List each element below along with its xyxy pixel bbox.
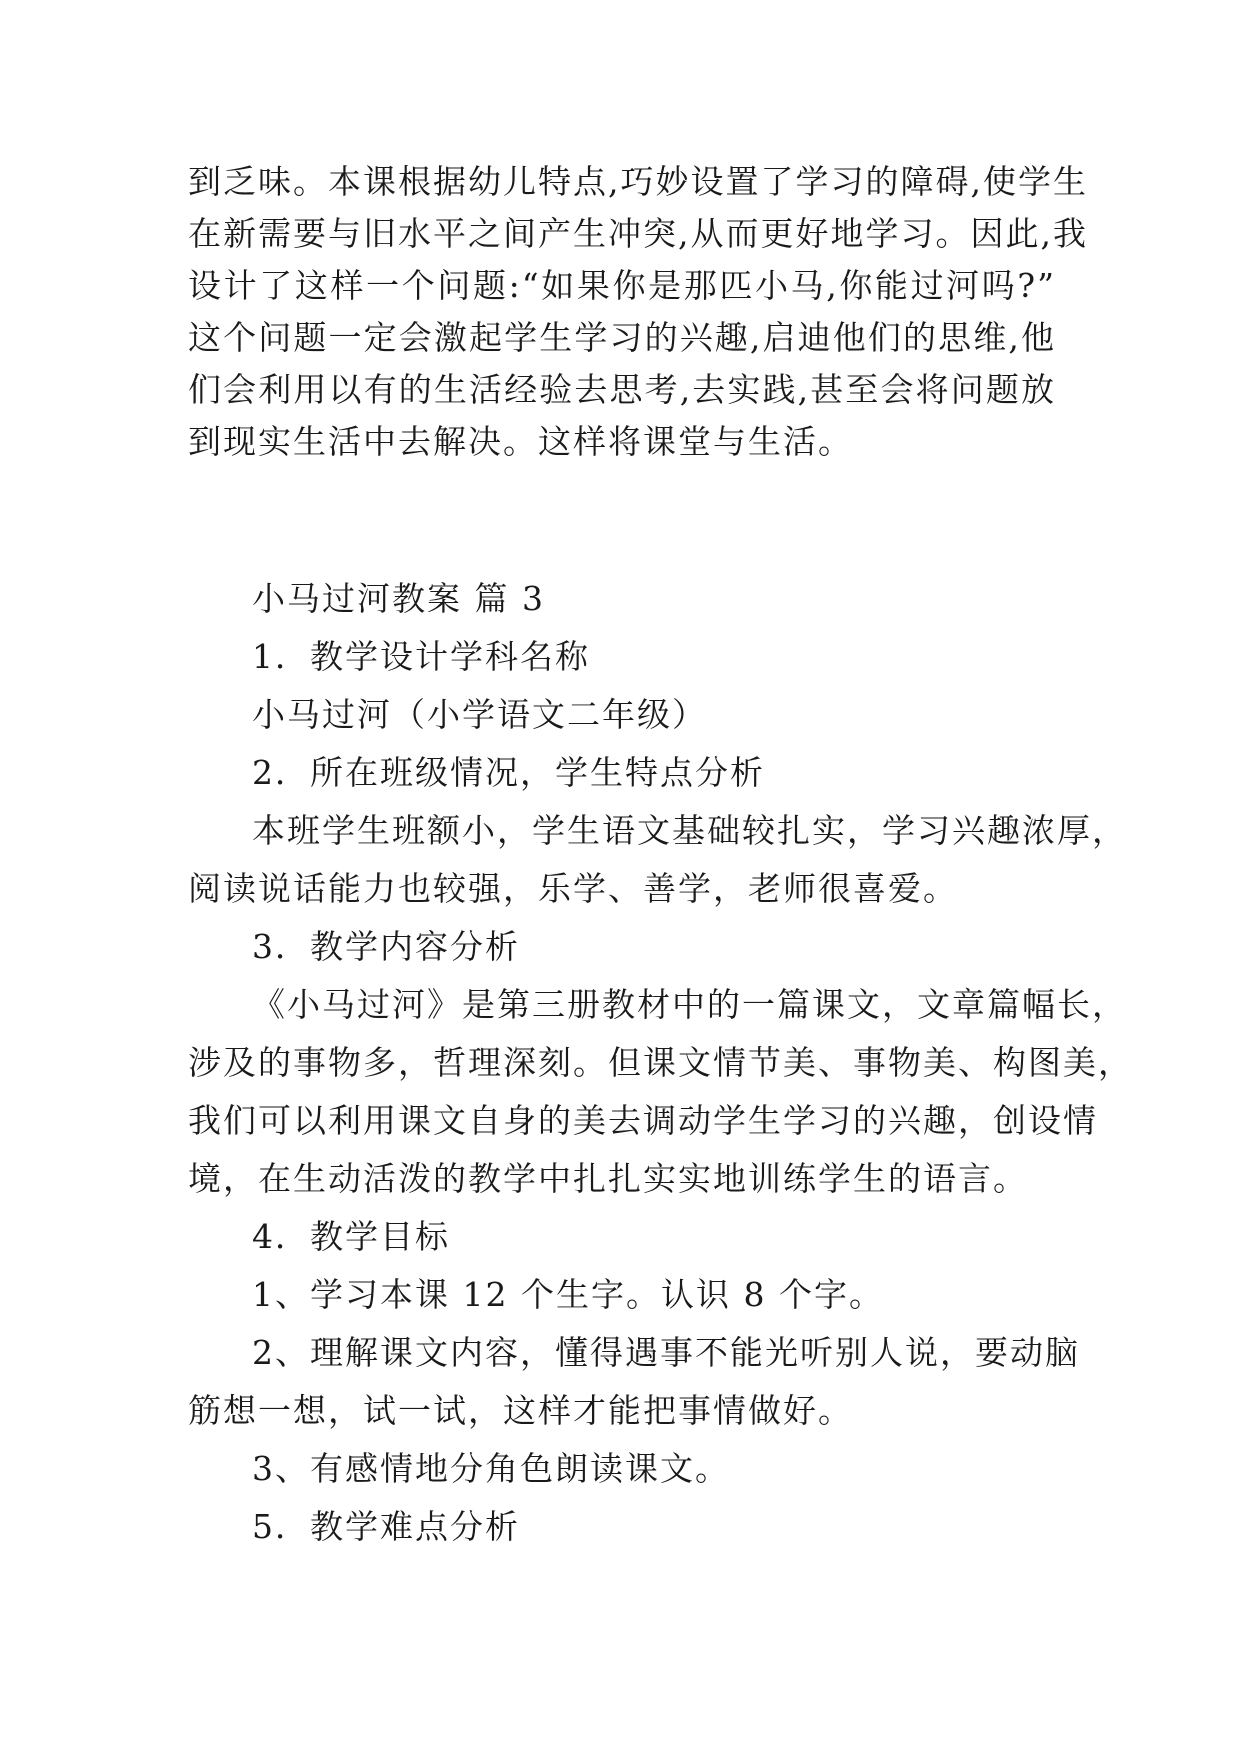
text-line: 设计了这样一个问题:“如果你是那匹小马,你能过河吗?” — [188, 266, 1056, 305]
subsection-body: 《小马过河》是第三册教材中的一篇课文，文章篇幅长， — [252, 985, 1127, 1024]
text-line: 在新需要与旧水平之间产生冲突,从而更好地学习。因此,我 — [188, 214, 1088, 253]
list-item: 2、理解课文内容，懂得遇事不能光听别人说，要动脑 — [252, 1333, 1080, 1372]
subsection-body: 小马过河（小学语文二年级） — [252, 695, 707, 734]
text-line: 们会利用以有的生活经验去思考,去实践,甚至会将问题放 — [188, 370, 1056, 409]
subsection-body: 本班学生班额小，学生语文基础较扎实，学习兴趣浓厚， — [252, 811, 1127, 850]
list-item: 1、学习本课 12 个生字。认识 8 个字。 — [252, 1275, 884, 1314]
section-heading: 小马过河教案 篇 3 — [252, 579, 545, 618]
subsection-body: 涉及的事物多，哲理深刻。但课文情节美、事物美、构图美， — [188, 1043, 1133, 1082]
text-line: 这个问题一定会激起学生学习的兴趣,启迪他们的思维,他 — [188, 318, 1056, 357]
subsection-title: 1．教学设计学科名称 — [252, 637, 590, 676]
subsection-title: 2．所在班级情况，学生特点分析 — [252, 753, 765, 792]
subsection-title: 5．教学难点分析 — [252, 1507, 520, 1546]
list-item: 3、有感情地分角色朗读课文。 — [252, 1449, 730, 1488]
lesson-plan-section — [188, 570, 1133, 1556]
subsection-body: 我们可以利用课文自身的美去调动学生学习的兴趣，创设情 — [188, 1101, 1098, 1140]
subsection-body: 阅读说话能力也较强，乐学、善学，老师很喜爱。 — [188, 869, 958, 908]
paragraph-continuation — [188, 156, 1088, 468]
document-page — [188, 156, 1133, 1546]
subsection-title: 4．教学目标 — [252, 1217, 450, 1256]
list-item: 筋想一想，试一试，这样才能把事情做好。 — [188, 1391, 853, 1430]
text-line: 到现实生活中去解决。这样将课堂与生活。 — [188, 422, 853, 461]
subsection-title: 3．教学内容分析 — [252, 927, 520, 966]
text-line: 到乏味。本课根据幼儿特点,巧妙设置了学习的障碍,使学生 — [188, 162, 1088, 201]
subsection-body: 境，在生动活泼的教学中扎扎实实地训练学生的语言。 — [188, 1159, 1028, 1198]
